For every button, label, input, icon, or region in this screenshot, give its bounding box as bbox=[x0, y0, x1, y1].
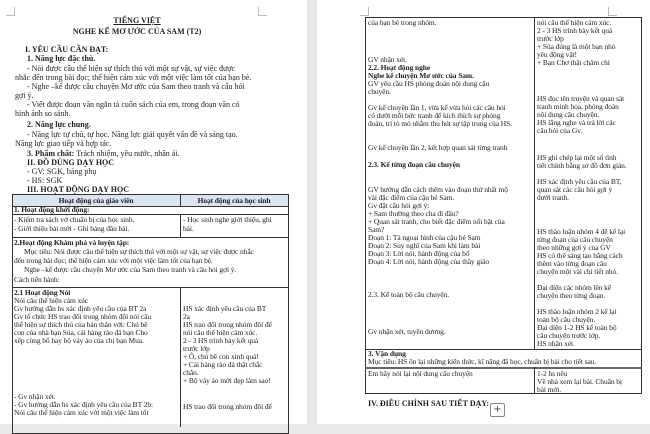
cell-line: GV nhận xét. bbox=[368, 55, 407, 64]
text-line: gợi ý. bbox=[15, 91, 34, 100]
cell-line: Em hãy nói lại nội dung câu chuyện bbox=[368, 369, 473, 378]
cell-line: tiết chính bằng sơ đồ đơn giản. bbox=[537, 161, 627, 170]
section-heading: IV. ĐIỀU CHỈNH SAU TIẾT DẠY: bbox=[368, 399, 490, 408]
text-line: Năng lực giao tiếp và hợp tác. bbox=[15, 139, 112, 148]
cell-line: trước lớp bbox=[183, 344, 210, 353]
cell-line: - Giới thiệu bài mới - Ghi bảng đầu bài. bbox=[14, 224, 130, 233]
cell-line: HS ghi chép lại một số tình bbox=[537, 153, 617, 162]
cell-line: - Học sinh nghe giới thiệu, ghi bbox=[183, 215, 272, 224]
cell-line: chắn. bbox=[183, 368, 199, 377]
cell-line: Đại diện 1-2 HS kể toàn bộ bbox=[537, 323, 617, 332]
cell-line: có dưới mỗi bức tranh để kích thích sự phỏng bbox=[368, 111, 501, 120]
cell-line: Đoạn 2: Suy nghĩ của Sam khi làm bài bbox=[368, 241, 481, 250]
text: Trách nhiệm, yêu nước, nhân ái. bbox=[76, 149, 180, 158]
cell-line: thêm vào từng đoạn câu bbox=[537, 259, 607, 268]
subheading: 3. Phẩm chất: bbox=[27, 149, 75, 158]
cell-line: chuyện. bbox=[368, 87, 391, 96]
cell-line: đoán, trí tò mò nhằm thu hút sự tập trung của HS. bbox=[368, 119, 512, 128]
crop-mark bbox=[258, 7, 267, 16]
cell-line: - Kiểm tra sách vở chuẩn bị của học sinh. bbox=[14, 215, 135, 224]
add-row-button[interactable]: + bbox=[490, 403, 505, 417]
cell-line: bài. bbox=[183, 224, 194, 233]
crop-mark bbox=[6, 7, 15, 16]
cell-line: Nghe –kể được câu chuyện Mơ ước của Sam theo tranh và câu hỏi gợi ý. bbox=[24, 265, 237, 274]
row-title: Nghe kể chuyện Mơ ước của Sam. bbox=[368, 71, 474, 80]
cell-line: Nói câu thể hiện cảm xúc với một việc làm tốt bbox=[14, 408, 149, 417]
section-heading: I. YÊU CẦU CẦN ĐẠT: bbox=[25, 45, 109, 54]
cell-line: vài đặc điểm của cậu bé Sam. bbox=[368, 193, 455, 202]
cell-line: nói câu thể hiện cảm xúc. bbox=[183, 328, 258, 337]
cell-line: theo những gợi ý của GV bbox=[537, 243, 611, 252]
cell-line: Nói câu thể hiện cảm xúc bbox=[14, 296, 89, 305]
row-title: 2.1 Hoạt động Nói bbox=[14, 288, 71, 297]
column-header-student: Hoạt động của học sinh bbox=[197, 196, 271, 205]
cell-line: - Gv nhận xét. bbox=[14, 392, 56, 401]
cell-line: tranh minh họa, phỏng đoán bbox=[537, 102, 619, 111]
cell-line: + Bộ váy áo mới đẹp làm sao! bbox=[183, 376, 271, 385]
cell-line: GV hướng dẫn cách thêm vào đoạn thứ nhất mộ bbox=[368, 185, 508, 194]
cell-line: nội dung câu chuyện. bbox=[537, 110, 600, 119]
cell-line: quan sát các câu hỏi gợi ý bbox=[537, 185, 613, 194]
cell-line: chuyện một vài chi tiết nhỏ. bbox=[537, 267, 618, 276]
cell-line: Gv kể chuyện lần 1, vừa kể vừa hỏi các câu hỏi bbox=[368, 103, 506, 112]
cell-line: HS nhận xét. bbox=[537, 339, 575, 348]
text-line: - Nghe –kể được câu chuyện Mơ ước của Sam theo tranh và câu hỏi bbox=[27, 82, 245, 91]
cell-line: HS thảo luận nhóm 2 kể lại bbox=[537, 307, 617, 316]
cell-line: con của nhà bạn Súa, cái hàng rào đá bạn Cho bbox=[14, 328, 148, 337]
cell-line: của bạn bè trong nhóm. bbox=[368, 18, 437, 27]
section-heading: III. HOẠT ĐỘNG DẠY HỌC bbox=[27, 185, 130, 194]
row-title: 2.3. Kể từng đoạn câu chuyện bbox=[368, 160, 460, 169]
cell-line: chuyện theo từng đoạn. bbox=[537, 291, 606, 300]
cell-line: thể hiện sự thích thú của bản thân với: Chú bê bbox=[14, 320, 148, 329]
text-line: - GV: SGK, bảng phụ bbox=[27, 167, 97, 176]
page-1 bbox=[0, 0, 307, 424]
cell-line: 2.3. Kể toàn bộ câu chuyện. bbox=[368, 290, 450, 299]
text-line: hình ảnh so sánh. bbox=[15, 109, 71, 118]
cell-line: HS có thể sáng tạo bằng cách bbox=[537, 251, 623, 260]
column-header-teacher: Hoạt động của giáo viên bbox=[58, 196, 134, 205]
cell-line: bài mới. bbox=[537, 385, 561, 394]
row-title: 3. Vận dụng bbox=[368, 349, 406, 358]
subheading: 2. Năng lực chung. bbox=[27, 120, 91, 129]
cell-line: Đoạn 1: Tả ngoại hình của cậu bé Sam bbox=[368, 233, 481, 242]
cell-line: Gv đặt câu hỏi gợi ý: bbox=[368, 201, 430, 210]
cell-line: HS thảo luận nhóm 4 để kể lại bbox=[537, 227, 626, 236]
cell-line: câu hỏi của Gv. bbox=[537, 126, 583, 135]
cell-line: yêu động vật! bbox=[537, 50, 577, 59]
cell-line: câu chuyện trước lớp. bbox=[537, 331, 601, 340]
cell-line: Đoạn 4: Lời nói, hành động của thầy giáo bbox=[368, 257, 489, 266]
cell-line: HS đọc tên truyện và quan sát bbox=[537, 94, 625, 103]
cell-line: 2 - 3 HS trình bày kết quả bbox=[183, 336, 259, 345]
cell-line: xếp cùng bố hay bộ váy áo của chị bạn Mua. bbox=[14, 336, 144, 345]
text-line: - HS: SGK bbox=[27, 176, 63, 185]
cell-line: + Cái hàng rào đá thật chắc bbox=[183, 360, 263, 369]
cell-line: HS xác định yêu cầu của BT, bbox=[537, 177, 622, 186]
cell-line: - Gv hướng dẫn hs xác định yêu cầu của BT 2b: bbox=[14, 400, 153, 409]
cell-line: 1-2 hs nêu bbox=[537, 369, 568, 378]
text-line: - Nói được câu thể hiện sự thích thú với một sự vật, sự việc được bbox=[27, 64, 236, 73]
cell-line: + Ô, chú bê con xinh quá! bbox=[183, 352, 259, 361]
cell-line: dưới tranh. bbox=[537, 193, 569, 202]
cell-line: Sam? bbox=[368, 225, 385, 234]
cell-line: HS lắng nghe và trả lời các bbox=[537, 118, 616, 127]
row-title: 2.Hoạt động Khám phá và luyện tập: bbox=[14, 238, 130, 247]
subheading: 1. Năng lực đặc thù. bbox=[27, 54, 96, 63]
cell-line: Gv kể chuyện lần 2, kết hợp quan sát từng tranh bbox=[368, 143, 508, 152]
crop-mark bbox=[608, 7, 617, 16]
row-title: 2.2. Hoạt động nghe bbox=[368, 63, 431, 72]
cell-line: Đoạn 3: Lời nói, hành động của bố bbox=[368, 249, 470, 258]
text-line: - Năng lực tự chủ, tự học. Năng lực giải quyết vấn đề và sáng tạo. bbox=[27, 130, 238, 139]
cell-line: Đại diện các nhóm lên kể bbox=[537, 283, 612, 292]
cell-line: đến trong bài đọc; thể hiện cảm xúc với một việc làm tốt của bạn bè. bbox=[14, 256, 213, 265]
crop-mark bbox=[360, 7, 369, 16]
subject-heading: TIẾNG VIỆT bbox=[113, 16, 161, 25]
cell-line: 2a bbox=[183, 312, 190, 321]
cell-line: toàn bộ câu chuyện. bbox=[537, 315, 596, 324]
text-line: - Viết được đoạn văn ngắn tả cuốn sách của em, trong đoạn văn có bbox=[27, 100, 240, 109]
cell-line: + Sam thường theo cha đi đâu? bbox=[368, 209, 459, 218]
cell-line: Mục tiêu: HS ôn lại những kiến thức, kĩ năng đã học, chuẩn bị bài cho tiết sau. bbox=[368, 357, 597, 366]
cell-line: nói câu thể hiện cảm xúc. bbox=[537, 18, 612, 27]
cell-line: + Quan sát tranh, cho biết đặc điểm nổi bật của bbox=[368, 217, 505, 226]
cell-line: Gv tổ chức HS trao đổi trong nhóm đôi nói câu bbox=[14, 312, 152, 321]
cell-line: HS trao đổi trong nhóm đôi để bbox=[183, 320, 272, 329]
cell-line: + Súa đúng là một bạn nhỏ bbox=[537, 42, 616, 51]
cell-line: trước lớp bbox=[537, 34, 564, 43]
cell-line: Gv nhận xét, tuyên dương. bbox=[368, 327, 446, 336]
text-line: nhắc đến trong bài đọc; thể hiện cảm xúc với một việc làm tốt của bạn bè. bbox=[15, 73, 252, 82]
cell-line: Về nhà xem lại bài. Chuẩn bị bbox=[537, 377, 622, 386]
cell-line: Cách tiến hành: bbox=[14, 275, 60, 284]
cell-line: Mục tiêu: Nói được câu thể hiện sự thích thú với một sự vật, sự việc được nhắc bbox=[24, 247, 254, 256]
text-line bbox=[27, 149, 180, 158]
cell-line: HS xác định yêu cầu của BT bbox=[183, 304, 267, 313]
cell-line: + Bạn Chơ thật chăm chỉ bbox=[537, 58, 610, 67]
cell-line: từng đoạn của câu chuyện bbox=[537, 235, 613, 244]
row-title: 1. Hoạt động khởi động: bbox=[14, 205, 90, 214]
cell-line: 2 - 3 HS trình bày kết quả bbox=[537, 26, 613, 35]
cell-line: Gv hướng dẫn hs xác định yêu cầu của BT 2a bbox=[14, 304, 147, 313]
lesson-title: NGHE KỂ MƠ ƯỚC CỦA SAM (T2) bbox=[72, 27, 202, 36]
cell-line: GV yêu cầu HS phỏng đoán nội dung câu bbox=[368, 79, 490, 88]
section-heading: II. ĐỒ DÙNG DẠY HỌC bbox=[27, 158, 115, 167]
cell-line: HS trao đổi trong nhóm đôi để bbox=[183, 402, 272, 411]
